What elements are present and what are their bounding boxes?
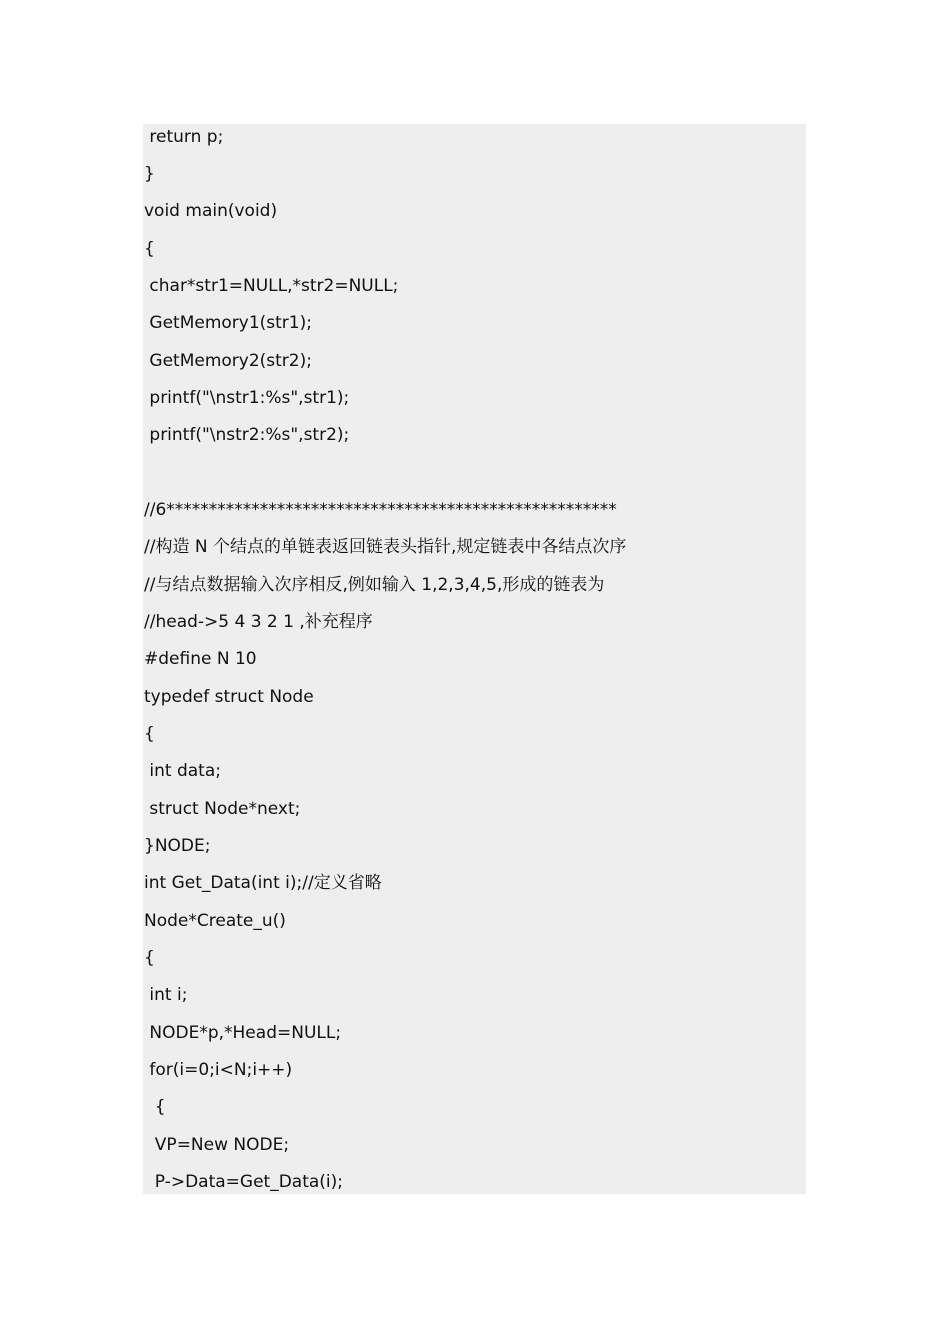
code-line: int i; (144, 985, 188, 1005)
code-line: for(i=0;i<N;i++) (144, 1060, 293, 1080)
code-line: P->Data=Get_Data(i); (144, 1172, 344, 1192)
code-line: { (144, 239, 155, 259)
code-line: VP=New NODE; (144, 1135, 290, 1155)
code-line: return p; (144, 127, 224, 147)
code-line: NODE*p,*Head=NULL; (144, 1023, 342, 1043)
code-line: { (144, 724, 155, 744)
code-line: printf("\nstr2:%s",str2); (144, 425, 350, 445)
code-comment-line: //head->5 4 3 2 1 ,补充程序 (144, 612, 373, 632)
code-comment-line: //构造 N 个结点的单链表返回链表头指针,规定链表中各结点次序 (144, 537, 627, 557)
code-comment-line: //6***************************************************** (144, 500, 617, 520)
code-line: char*str1=NULL,*str2=NULL; (144, 276, 399, 296)
code-block (143, 124, 806, 1194)
code-line: { (144, 1097, 166, 1117)
code-line: int data; (144, 761, 221, 781)
code-line: } (144, 164, 155, 184)
code-line: GetMemory2(str2); (144, 351, 312, 371)
code-line: void main(void) (144, 201, 278, 221)
code-line: #define N 10 (144, 649, 257, 669)
code-line: typedef struct Node (144, 687, 314, 707)
code-line: { (144, 948, 155, 968)
code-line: GetMemory1(str1); (144, 313, 312, 333)
code-comment-line: //与结点数据输入次序相反,例如输入 1,2,3,4,5,形成的链表为 (144, 575, 605, 595)
code-line: int Get_Data(int i);//定义省略 (144, 873, 382, 893)
code-line: }NODE; (144, 836, 211, 856)
code-line: printf("\nstr1:%s",str1); (144, 388, 350, 408)
code-line: struct Node*next; (144, 799, 301, 819)
code-line: Node*Create_u() (144, 911, 286, 931)
